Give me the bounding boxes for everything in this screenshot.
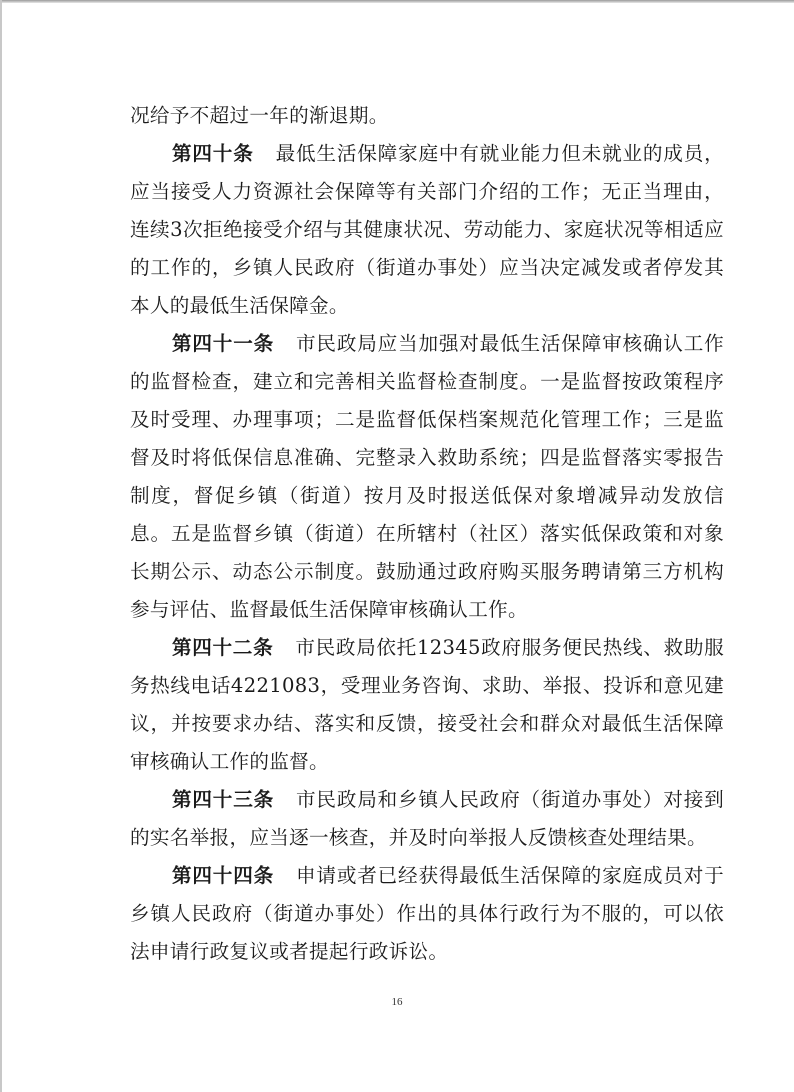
document-body [130, 97, 724, 971]
scan-edge-left [0, 0, 2, 1092]
article-41-text: 市民政局应当加强对最低生活保障审核确认工作的监督检查，建立和完善相关监督检查制度。一是监督按政策程序及时受理、办理事项；二是监督低保档案规范化管理工作；三是监督及时将低保信息准确、完整录入救助系统；四是监督落实零报告制度，督促乡镇（街道）按月及时报送低保对象增减异动发放信息。五是监督乡镇（街道）在所辖村（社区）落实低保政策和对象长期公示、动态公示制度。鼓励通过政府购买服务聘请第三方机构参与评估、监督最低生活保障审核确认工作。 [130, 332, 724, 621]
page-number: 16 [391, 996, 403, 1008]
article-44-text: 申请或者已经获得最低生活保障的家庭成员对于乡镇人民政府（街道办事处）作出的具体行政行为不服的，可以依法申请行政复议或者提起行政诉讼。 [130, 864, 724, 963]
scan-edge-top [0, 0, 794, 3]
article-44 [130, 857, 724, 971]
article-41-label: 第四十一条 [172, 332, 275, 355]
article-41 [130, 325, 724, 629]
article-40 [130, 135, 724, 325]
article-42-label: 第四十二条 [172, 636, 274, 659]
opening-text: 况给予不超过一年的渐退期。 [130, 104, 389, 127]
article-43-label: 第四十三条 [172, 788, 275, 811]
article-43-text: 市民政局和乡镇人民政府（街道办事处）对接到的实名举报，应当逐一核查，并及时向举报人反馈核查处理结果。 [130, 788, 724, 849]
article-44-label: 第四十四条 [172, 864, 275, 887]
article-40-label: 第四十条 [172, 142, 254, 165]
article-42-text: 市民政局依托12345政府服务便民热线、救助服务热线电话4221083，受理业务咨询、求助、举报、投诉和意见建议，并按要求办结、落实和反馈，接受社会和群众对最低生活保障审核确认工作的监督。 [130, 636, 724, 773]
article-42 [130, 629, 724, 781]
article-40-text: 最低生活保障家庭中有就业能力但未就业的成员，应当接受人力资源社会保障等有关部门介绍的工作；无正当理由，连续3次拒绝接受介绍与其健康状况、劳动能力、家庭状况等相适应的工作的，乡镇人民政府（街道办事处）应当决定减发或者停发其本人的最低生活保障金。 [130, 142, 724, 317]
article-43 [130, 781, 724, 857]
